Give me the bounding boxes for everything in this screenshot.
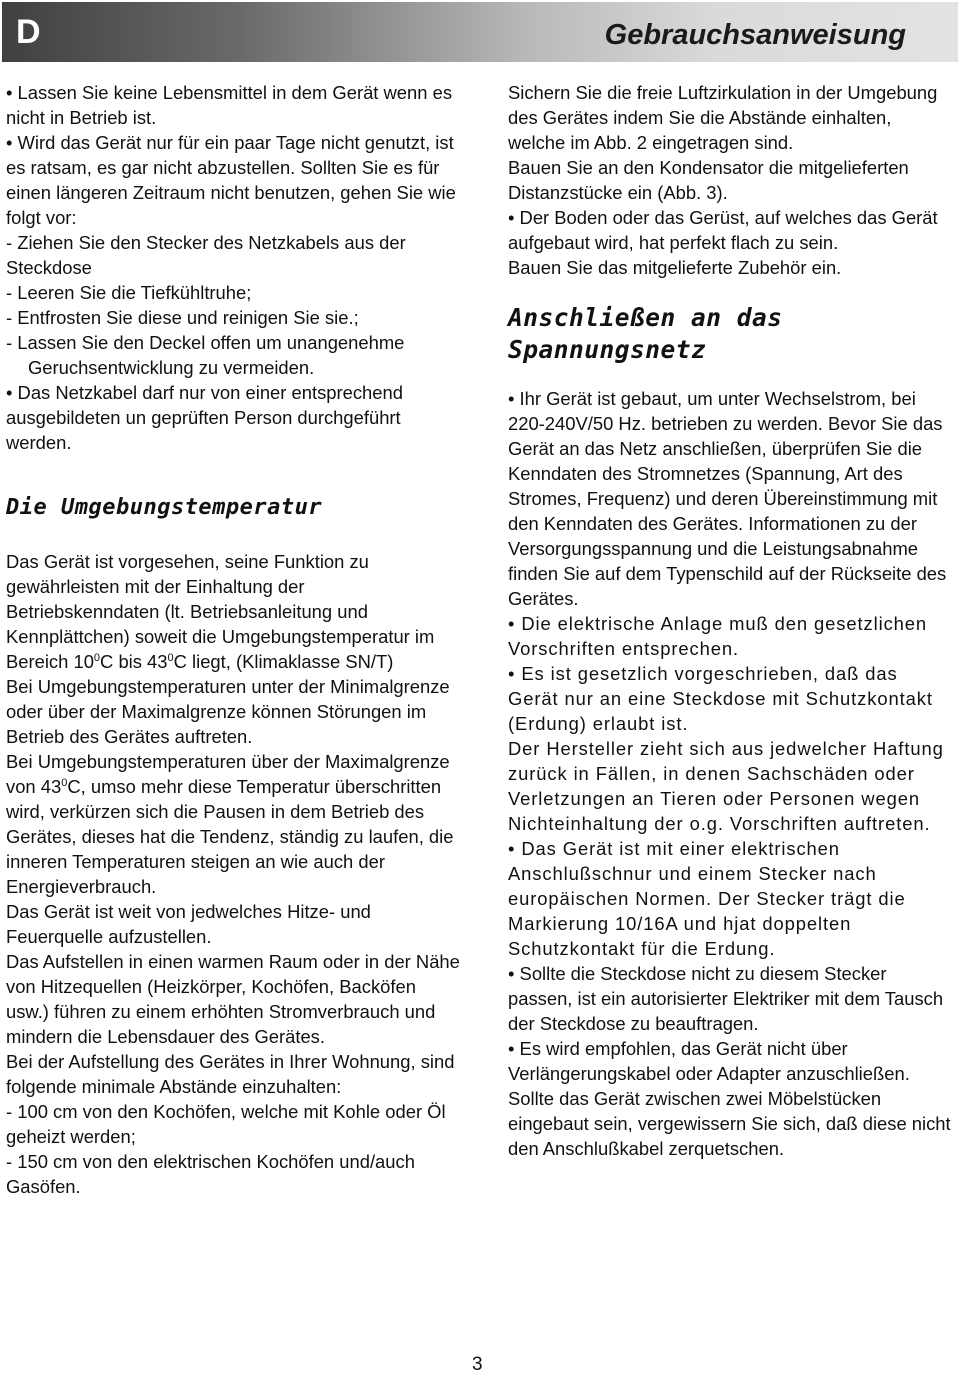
degree-superscript: 0 [61,776,68,789]
step-defrost: - Entfrosten Sie diese und reinigen Sie sie.; [6,307,359,328]
bullet-not-used: • Wird das Gerät nur für ein paar Tage nicht genutzt, ist es ratsam, es gar nicht abzustellen. Sollten Sie es für einen längeren Zeitraum nicht benutzen, gehen Sie wie folgt vor: [6,132,456,228]
bullet-plug-norms: • Das Gerät ist mit einer elektrischen Anschlußschnur und einem Stecker nach europäischen Normen. Der Stecker trägt die Markierung 10/16A und hjat doppelten Schutzkontakt für die Erdung. [508,838,906,959]
bullet-electrical-installation: • Die elektrische Anlage muß den gesetzlichen Vorschriften entsprechen. [508,613,928,659]
step-empty: - Leeren Sie die Tiefkühltruhe; [6,282,252,303]
degree-superscript: 0 [93,651,101,664]
paragraph-heat-sources: Das Gerät ist weit von jedwelches Hitze- und Feuerquelle aufzustellen. [6,901,371,947]
temp-range-text-a: Das Gerät ist vorgesehen, seine Funktion zu gewährleisten mit der Einhaltung der Betriebskenndaten (lt. Betriebsanleitung und Kennplättchen) soweit die Umgebungstemperatur im Bereich 10 [6,551,435,672]
step-lid-open: - Lassen Sie den Deckel offen um unangenehme Geruchsentwicklung zu vermeiden. [6,332,405,378]
distance-electric-stove: - 150 cm von den elektrischen Kochöfen und/auch Gasöfen. [6,1151,415,1197]
heading-line-2: Spannungsnetz [508,335,707,364]
bullet-voltage: • Ihr Gerät ist gebaut, um unter Wechselstrom, bei 220-240V/50 Hz. betrieben zu werden. Bevor Sie das Gerät an das Netz anschließen, überprüfen Sie die Kenndaten des Stromnetzes (Spannung, Art des Stromes, Frequenz) und deren Übereinstimmung mit den Kenndaten des Gerätes. Informationen zu der Versorgungsspannung und die Leistungsabnahme finden Sie auf dem Typenschild auf der Rückseite des Gerätes. [508,388,947,609]
step-unplug: - Ziehen Sie den Stecker des Netzkabels aus der Steckdose [6,232,406,278]
bullet-grounding: • Es ist gesetzlich vorgeschrieben, daß das Gerät nur an eine Steckdose mit Schutzkontakt (Erdung) erlaubt ist. [508,663,933,734]
degree-superscript: 0 [167,651,174,664]
section-heading-power-connection [508,302,953,366]
manual-title: Gebrauchsanweisung [604,19,906,51]
right-column [508,80,953,1161]
max-temp-text-b: C, umso mehr diese Temperatur überschritten wird, verkürzen sich die Pausen in dem Betrieb des Gerätes, dieses hat die Tendenz, ständig zu laufen, die inneren Temperaturen steigen an wie auch der Energieverbrauch. [6,776,454,897]
bullet-socket-replacement: • Sollte die Steckdose nicht zu diesem Stecker passen, ist ein autorisierter Elektriker mit dem Tausch der Steckdose zu beauftragen. [508,963,944,1034]
language-code: D [16,13,41,51]
paragraph-accessories: Bauen Sie das mitgelieferte Zubehör ein. [508,257,842,278]
paragraph-warm-room: Das Aufstellen in einen warmen Raum oder in der Nähe von Hitzequellen (Heizkörper, Kochöfen, Backöfen usw.) führen zu einem erhöhten Stromverbrauch und mindern die Lebensdauer des Gerätes. [6,951,460,1047]
heading-line-1: Anschließen an das [508,303,783,332]
paragraph-minimum-distances: Bei der Aufstellung des Gerätes in Ihrer Wohnung, sind folgende minimale Abstände einzuhalten: [6,1051,455,1097]
paragraph-spacers: Bauen Sie an den Kondensator die mitgelieferten Distanzstücke ein (Abb. 3). [508,157,909,203]
paragraph-air-circulation: Sichern Sie die freie Luftzirkulation in der Umgebung des Gerätes indem Sie die Abstände einhalten, welche im Abb. 2 eingetragen sind. [508,82,938,153]
temp-range-text-c: C liegt, (Klimaklasse SN/T) [173,651,394,672]
header-bar [2,2,958,62]
distance-coal-stove: - 100 cm von den Kochöfen, welche mit Kohle oder Öl geheizt werden; [6,1101,446,1147]
section-heading-ambient-temperature: Die Umgebungstemperatur [6,495,323,520]
max-temp-text-a: Bei Umgebungstemperaturen über der Maximalgrenze von 43 [6,751,450,797]
paragraph-below-minimum: Bei Umgebungstemperaturen unter der Minimalgrenze oder über der Maximalgrenze können Störungen im Betrieb des Gerätes auftreten. [6,676,450,747]
paragraph-liability: Der Hersteller zieht sich aus jedwelcher Haftung zurück in Fällen, in denen Sachschäden oder Verletzungen an Tieren oder Personen wegen Nichteinhaltung der o.g. Vorschriften auftreten. [508,738,944,834]
left-column [6,80,461,1199]
bullet-power-cable: • Das Netzkabel darf nur von einer entsprechend ausgebildeten un geprüften Person durchgeführt werden. [6,382,403,453]
page-number: 3 [472,1354,483,1375]
paragraph-cable-crush: Sollte das Gerät zwischen zwei Möbelstücken eingebaut sein, vergewissern Sie sich, daß diese nicht den Anschlußkabel zerquetschen. [508,1088,951,1159]
bullet-no-extension: • Es wird empfohlen, das Gerät nicht über Verlängerungskabel oder Adapter anzuschließen. [508,1038,910,1084]
paragraph-climate-class [6,549,461,674]
temp-range-text-b: C bis 43 [100,651,168,672]
paragraph-above-maximum [6,749,461,899]
bullet-no-food: • Lassen Sie keine Lebensmittel in dem Gerät wenn es nicht in Betrieb ist. [6,82,453,128]
bullet-flat-floor: • Der Boden oder das Gerüst, auf welches das Gerät aufgebaut wird, hat perfekt flach zu sein. [508,207,938,253]
